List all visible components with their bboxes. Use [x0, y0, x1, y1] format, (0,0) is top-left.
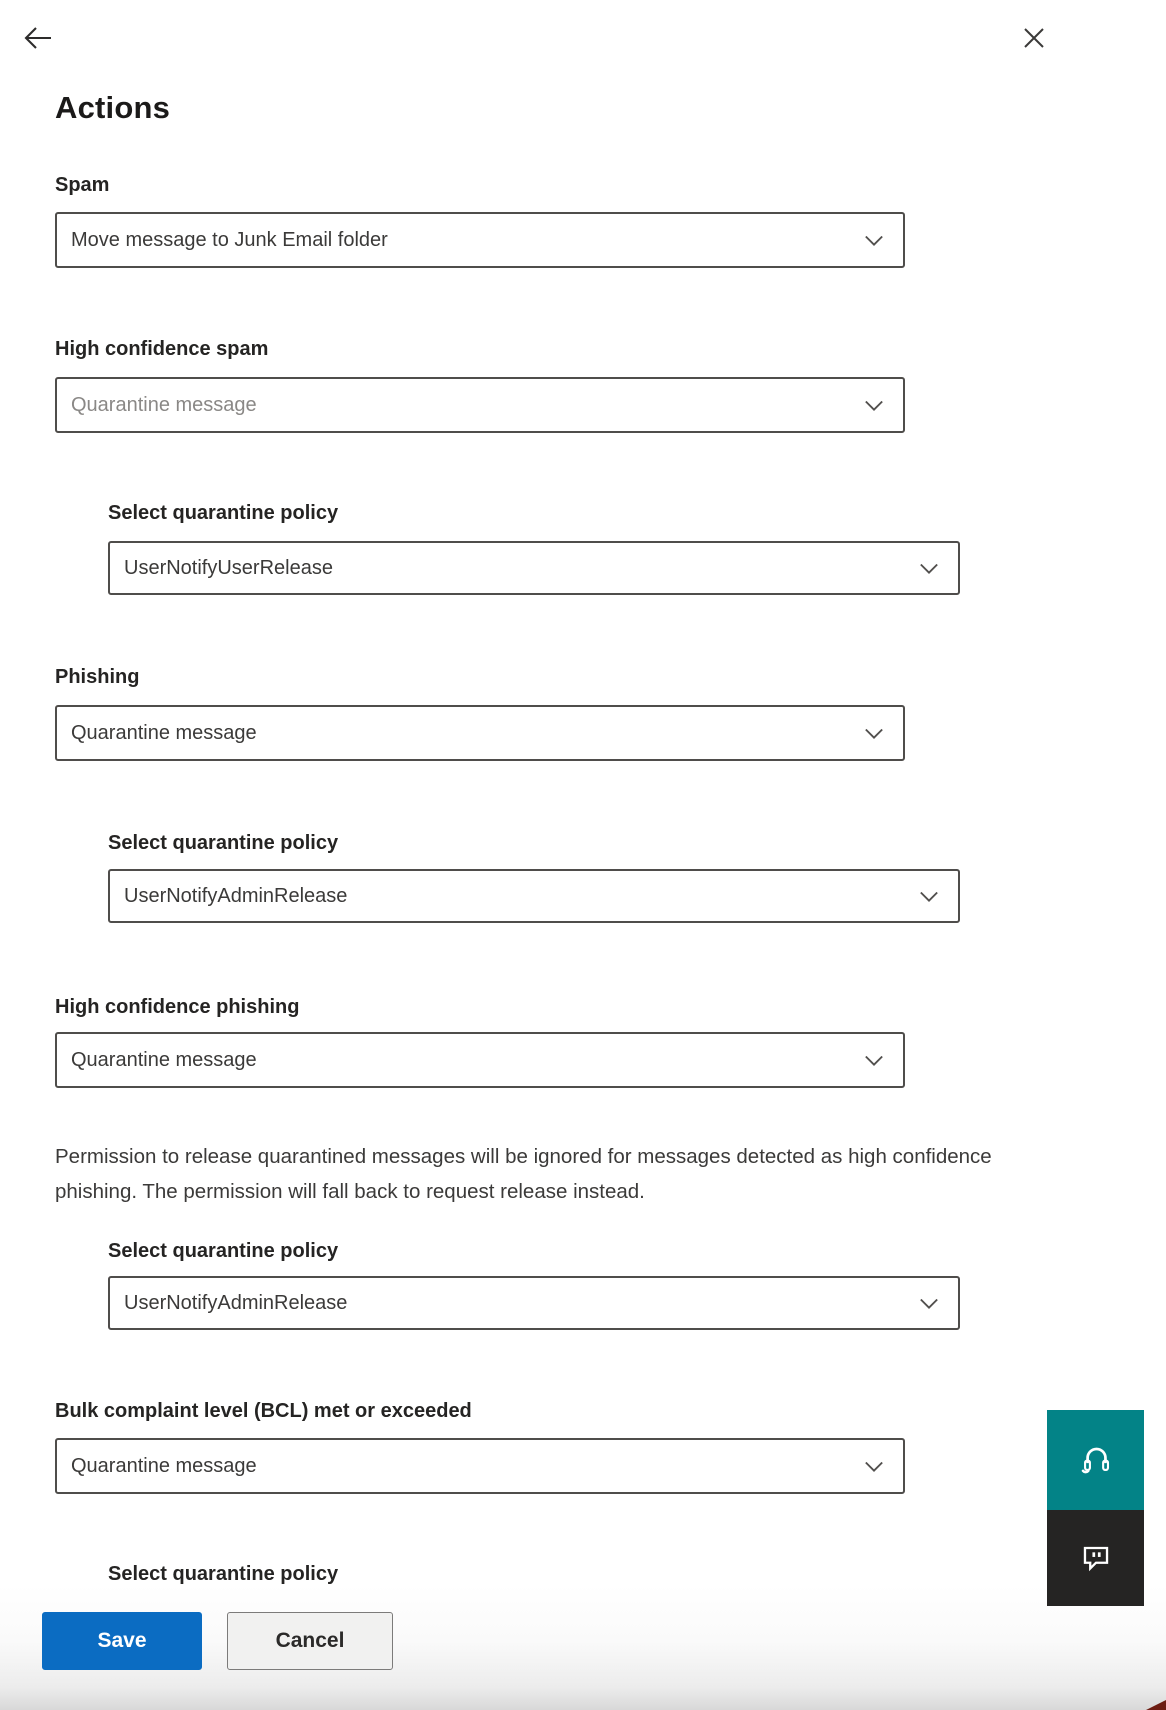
save-button[interactable]: Save: [42, 1612, 202, 1670]
high-confidence-phishing-action-dropdown[interactable]: [55, 1032, 905, 1088]
chevron-down-icon: [860, 391, 888, 419]
chevron-down-icon: [860, 226, 888, 254]
bcl-quarantine-policy-label: Select quarantine policy: [108, 1563, 339, 1585]
high-confidence-spam-label: High confidence spam: [55, 338, 269, 360]
hcs-quarantine-policy-value: UserNotifyUserRelease: [124, 556, 333, 579]
high-confidence-spam-action-dropdown[interactable]: [55, 377, 905, 433]
chevron-down-icon: [860, 1452, 888, 1480]
phishing-quarantine-policy-label: Select quarantine policy: [108, 832, 339, 854]
chevron-down-icon: [860, 1046, 888, 1074]
back-button[interactable]: [18, 18, 58, 58]
cancel-button[interactable]: Cancel: [227, 1612, 393, 1670]
spam-action-value: Move message to Junk Email folder: [71, 228, 388, 251]
phishing-label: Phishing: [55, 666, 140, 688]
back-arrow-icon: [20, 20, 56, 56]
feedback-button[interactable]: [1047, 1510, 1144, 1606]
spam-action-dropdown[interactable]: [55, 212, 905, 268]
page-title: Actions: [55, 90, 171, 125]
high-confidence-spam-action-value: Quarantine message: [71, 393, 257, 416]
chat-feedback-icon: [1075, 1537, 1117, 1579]
close-button[interactable]: [1014, 18, 1054, 58]
chevron-down-icon: [915, 1289, 943, 1317]
chevron-down-icon: [915, 882, 943, 910]
high-confidence-phishing-label: High confidence phishing: [55, 996, 300, 1018]
hcp-quarantine-policy-value: UserNotifyAdminRelease: [124, 1291, 348, 1314]
footer-bar: [0, 1585, 1166, 1710]
hcs-quarantine-policy-dropdown[interactable]: [108, 541, 960, 595]
phishing-quarantine-policy-dropdown[interactable]: [108, 869, 960, 923]
chevron-down-icon: [860, 719, 888, 747]
phishing-action-value: Quarantine message: [71, 721, 257, 744]
hcs-quarantine-policy-label: Select quarantine policy: [108, 502, 339, 524]
bulk-complaint-level-label: Bulk complaint level (BCL) met or exceeded: [55, 1400, 472, 1422]
phishing-quarantine-policy-value: UserNotifyAdminRelease: [124, 884, 348, 907]
spam-label: Spam: [55, 174, 110, 196]
headset-icon: [1075, 1439, 1117, 1481]
help-button[interactable]: [1047, 1410, 1144, 1510]
bulk-complaint-level-action-dropdown[interactable]: [55, 1438, 905, 1494]
close-icon: [1018, 22, 1050, 54]
hcp-quarantine-policy-label: Select quarantine policy: [108, 1240, 339, 1262]
phishing-action-dropdown[interactable]: [55, 705, 905, 761]
hcp-quarantine-policy-dropdown[interactable]: [108, 1276, 960, 1330]
bulk-complaint-level-action-value: Quarantine message: [71, 1454, 257, 1477]
chevron-down-icon: [915, 554, 943, 582]
high-confidence-phishing-action-value: Quarantine message: [71, 1048, 257, 1071]
hcp-permission-note: Permission to release quarantined messages will be ignored for messages detected as high confidence phishing. The permission will fall back to request release instead.: [55, 1145, 992, 1203]
